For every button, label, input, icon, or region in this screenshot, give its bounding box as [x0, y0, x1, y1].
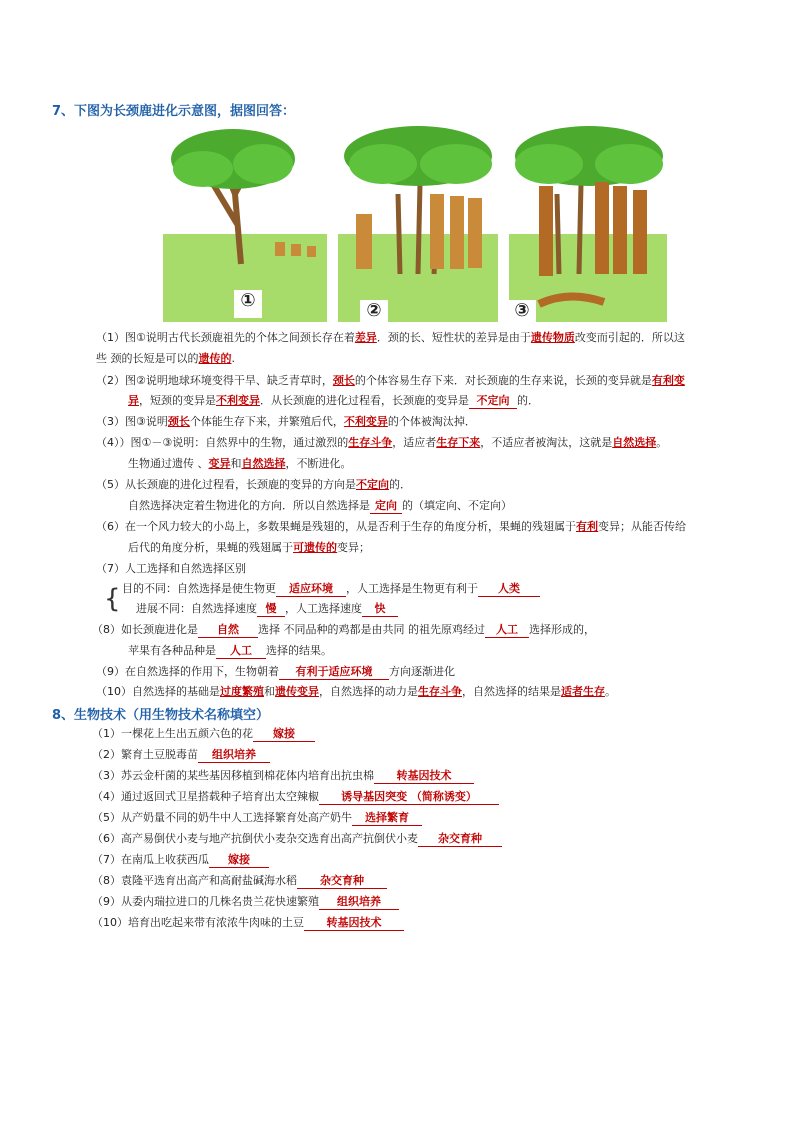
q7-line-12: （7）人工选择和自然选择区别 — [96, 562, 246, 575]
q8-title: 8、生物技术（用生物技术名称填空） — [52, 708, 270, 723]
q8-item-2: （2）繁育土豆脱毒苗 组织培养 — [92, 747, 270, 763]
q8-item-7: （7）在南瓜上收获西瓜 嫁接 — [92, 852, 269, 868]
q7-line-17: （9）在自然选择的作用下，生物朝着 有利于适应环境 方向逐渐进化 — [96, 665, 455, 678]
brace-icon: { — [104, 584, 121, 614]
q7-title: 7、下图为长颈鹿进化示意图，据图回答： — [52, 104, 296, 119]
q7-line-7: 生物通过遗传 、变异和自然选择，不断进化。 — [128, 457, 352, 470]
q7-line-13: 目的不同：自然选择是使生物更 适应环境 ，人工选择是生物更有利于 人类 — [122, 581, 540, 597]
panel-1-label-box — [234, 290, 262, 318]
q7-line-18: （10）自然选择的基础是过度繁殖和遗传变异，自然选择的动力是生存斗争，自然选择的结果是适者生存。 — [96, 685, 616, 698]
q8-item-10: （10）培育出吃起来带有浓浓牛肉味的土豆 转基因技术 — [92, 915, 404, 931]
panel-2-label-box — [360, 300, 388, 322]
q7-line-4: 异，短颈的变异是不利变异．从长颈鹿的进化过程看，长颈鹿的变异是 不定向 的． — [128, 394, 539, 407]
panel-2-image — [338, 126, 498, 322]
q7-line-6: （4））图①－③说明：自然界中的生物，通过激烈的生存斗争，适应者生存下来，不适应者被淘汰，这就是自然选择。 — [96, 436, 668, 449]
q7-line-15: （8）如长颈鹿进化是 自然 选择 不同品种的鸡都是由共同 的祖先原鸡经过 人工 选择形成的， — [92, 623, 595, 636]
q8-item-9: （9）从委内瑞拉进口的几株名贵兰花快速繁殖 组织培养 — [92, 894, 399, 910]
q7-line-1: （1）图①说明古代长颈鹿祖先的个体之间颈长存在着差异．颈的长、短性状的差异是由于遗传物质改变而引起的．所以这 — [96, 331, 685, 344]
panel-3-label: ③ — [514, 300, 530, 321]
q8-item-6: （6）高产易倒伏小麦与地产抗倒伏小麦杂交选育出高产抗倒伏小麦 杂交育种 — [92, 831, 502, 847]
panel-1-label: ① — [240, 290, 256, 311]
q8-item-3: （3）苏云金杆菌的某些基因移植到棉花体内培育出抗虫棉 转基因技术 — [92, 768, 474, 784]
q7-line-2: 些 颈的长短是可以的遗传的. — [96, 352, 235, 365]
q8-item-8: （8）袁隆平选育出高产和高耐盐碱海水稻 杂交育种 — [92, 873, 387, 889]
q7-line-3: （2）图②说明地球环境变得干旱、缺乏青草时，颈长的个体容易生存下来．对长颈鹿的生存来说，长颈的变异就是有利变 — [96, 374, 685, 387]
panel-2-label: ② — [366, 300, 382, 321]
panel-3-image — [509, 126, 667, 322]
q7-line-11: 后代的角度分析，果蝇的残翅属于可遗传的变异； — [128, 541, 370, 554]
q7-line-14: 进展不同：自然选择速度 慢 ，人工选择速度 快 — [136, 601, 398, 617]
q7-line-9: 自然选择决定着生物进化的方向．所以自然选择是 定向 的（填定向、不定向） — [128, 499, 512, 512]
panel-3-label-box — [508, 300, 536, 322]
q8-item-5: （5）从产奶量不同的奶牛中人工选择繁育处高产奶牛 选择繁育 — [92, 810, 422, 826]
q7-line-10: （6）在一个风力较大的小岛上，多数果蝇是残翅的，从是否利于生存的角度分析，果蝇的残翅属于有利变异；从能否传给 — [96, 520, 686, 533]
q8-item-1: （1）一棵花上生出五颜六色的花 嫁接 — [92, 726, 315, 742]
q7-line-8: （5）从长颈鹿的进化过程看，长颈鹿的变异的方向是不定向的． — [96, 478, 411, 491]
q8-item-4: （4）通过返回式卫星搭载种子培育出太空辣椒 诱导基因突变 （简称诱变） — [92, 789, 499, 805]
q7-line-16: 苹果有各种品种是 人工 选择的结果。 — [128, 644, 332, 657]
q7-line-5: （3）图③说明颈长个体能生存下来，并繁殖后代，不利变异的个体被淘汰掉． — [96, 415, 476, 428]
